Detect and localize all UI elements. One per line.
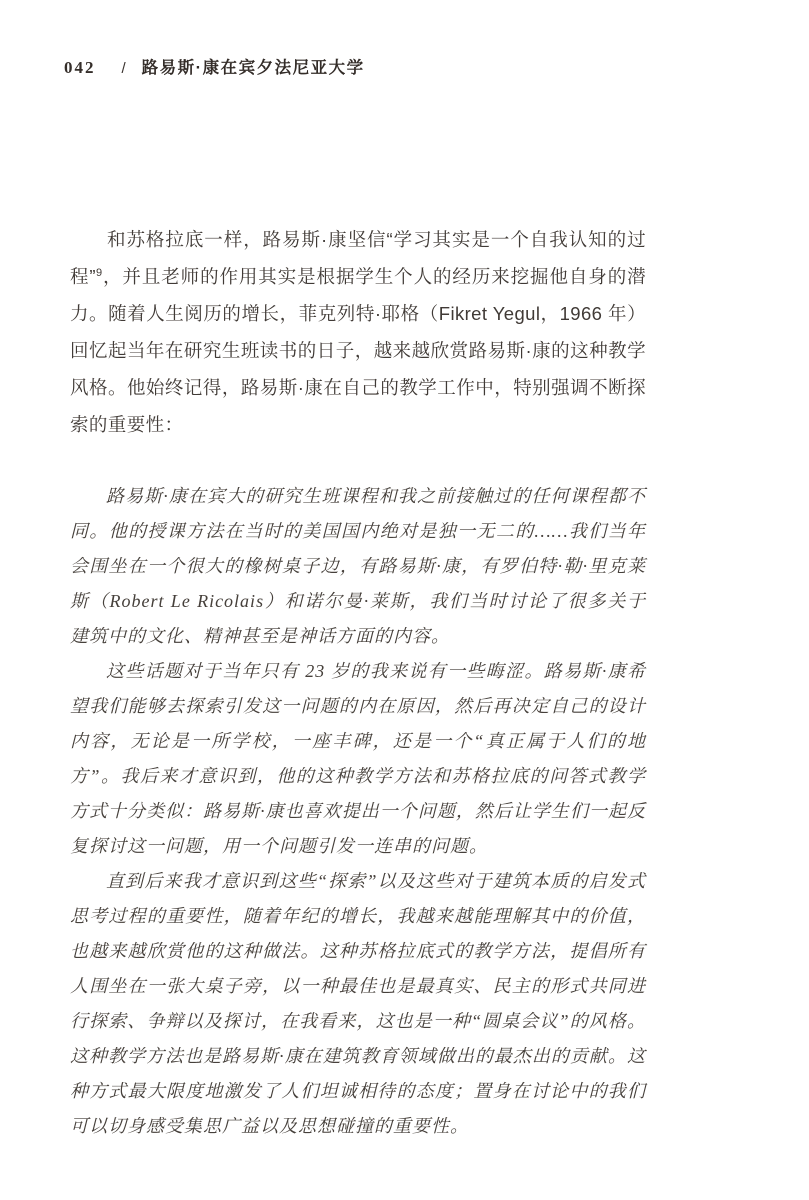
page-number: 042 bbox=[64, 58, 96, 77]
header-separator: / bbox=[121, 60, 126, 77]
footnote-marker: 9 bbox=[95, 266, 103, 279]
intro-text-after-footnote: ，并且老师的作用其实是根据学生个人的经历来挖掘他自身的潜力。随着人生阅历的增长，菲克列特·耶格（Fikret Yegul，1966 年）回忆起当年在研究生班读书的日子，越来越欣赏路易斯·康的这种教学风格。他始终记得，路易斯·康在自己的教学工作中，特别强调不断探索的重要性： bbox=[70, 266, 647, 435]
text-block bbox=[70, 221, 646, 1144]
intro-text-before-footnote: 和苏格拉底一样，路易斯·康坚信“学习其实是一个自我认知的过程” bbox=[70, 229, 646, 287]
quote-paragraph-1: 路易斯·康在宾大的研究生班课程和我之前接触过的任何课程都不同。他的授课方法在当时的美国国内绝对是独一无二的……我们当年会围坐在一个很大的橡树桌子边，有路易斯·康，有罗伯特·勒·里克莱斯（Robert Le Ricolais）和诺尔曼·莱斯，我们当时讨论了很多关于建筑中的文化、精神甚至是神话方面的内容。 bbox=[70, 486, 646, 646]
quote-paragraph-3: 直到后来我才意识到这些“探索”以及这些对于建筑本质的启发式思考过程的重要性，随着年纪的增长，我越来越能理解其中的价值，也越来越欣赏他的这种做法。这种苏格拉底式的教学方法，提倡所有人围坐在一张大桌子旁，以一种最佳也是最真实、民主的形式共同进行探索、争辩以及探讨，在我看来，这也是一种“圆桌会议”的风格。这种教学方法也是路易斯·康在建筑教育领域做出的最杰出的贡献。这种方式最大限度地激发了人们坦诚相待的态度；置身在讨论中的我们可以切身感受集思广益以及思想碰撞的重要性。 bbox=[70, 871, 646, 1136]
running-head bbox=[64, 54, 365, 78]
quote-paragraph-2: 这些话题对于当年只有 23 岁的我来说有一些晦涩。路易斯·康希望我们能够去探索引发这一问题的内在原因，然后再决定自己的设计内容，无论是一所学校，一座丰碑，还是一个“真正属于人们的地方”。我后来才意识到，他的这种教学方法和苏格拉底的问答式教学方式十分类似：路易斯·康也喜欢提出一个问题，然后让学生们一起反复探讨这一问题，用一个问题引发一连串的问题。 bbox=[70, 661, 646, 856]
chapter-title: 路易斯·康在宾夕法尼亚大学 bbox=[141, 59, 365, 77]
intro-paragraph bbox=[70, 221, 646, 443]
block-quotation bbox=[70, 479, 646, 1144]
